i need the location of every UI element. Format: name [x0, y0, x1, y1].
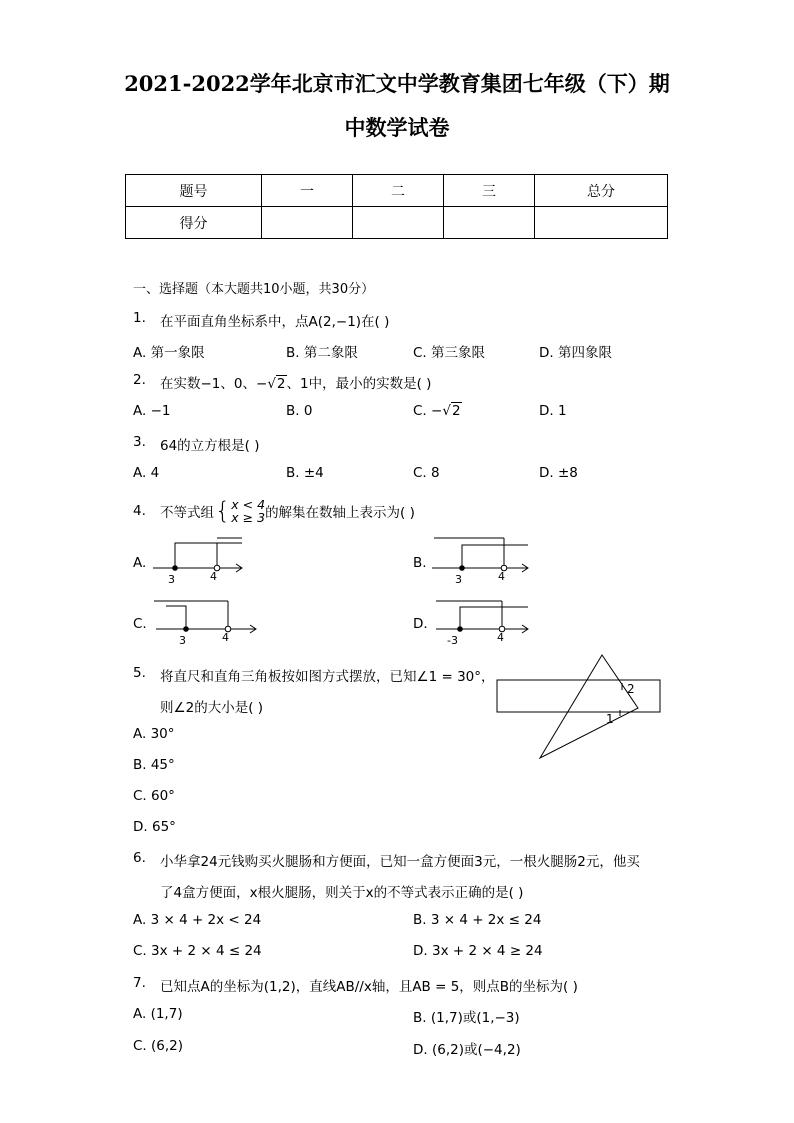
option-d: D. 第四象限	[539, 345, 612, 361]
solid-point	[183, 626, 189, 632]
sqrt-sign: √	[267, 376, 276, 392]
tick-label: 4	[222, 631, 229, 644]
number-line-c	[150, 597, 260, 649]
question-number: 6.	[133, 850, 146, 866]
angle-label-1: 1	[606, 712, 614, 726]
range-bracket	[460, 607, 528, 629]
tick-label: 4	[497, 631, 504, 644]
option-c-label: C.	[133, 616, 147, 632]
question-text-line2: 了4盒方便面，x根火腿肠，则关于x的不等式表示正确的是( )	[160, 885, 524, 901]
page-title: 2021-2022学年北京市汇文中学教育集团七年级（下）期	[124, 71, 670, 96]
question-number: 1.	[133, 310, 146, 326]
brace-symbol: {	[215, 497, 231, 525]
score-header-cell: 三	[444, 175, 535, 207]
option-c: C. (6,2)	[133, 1038, 184, 1054]
range-bracket	[166, 606, 186, 629]
angle-label-2: 2	[627, 682, 635, 696]
question-text: 已知点A的坐标为(1,2)，直线AB//x轴，且AB = 5，则点B的坐标为( )	[160, 979, 578, 995]
option-b: B. 0	[286, 403, 313, 419]
option-a: A. −1	[133, 403, 171, 419]
number-line-a	[150, 535, 250, 587]
score-cell	[535, 207, 668, 239]
tick-label: 4	[498, 570, 505, 583]
score-table	[125, 174, 668, 239]
score-header-cell: 总分	[535, 175, 668, 207]
score-cell	[262, 207, 353, 239]
score-header-cell: 二	[353, 175, 444, 207]
option-c	[413, 403, 462, 419]
tick-label: 3	[179, 634, 186, 647]
tick-label: 3	[455, 573, 462, 586]
number-line-d	[430, 597, 532, 649]
option-d-label: D.	[413, 616, 428, 632]
option-d: D. 3x + 2 × 4 ≥ 24	[413, 943, 543, 959]
tick-label: -3	[447, 634, 458, 647]
score-header-cell: 一	[262, 175, 353, 207]
option-a: A. 30°	[133, 726, 175, 742]
tick-label: 3	[168, 573, 175, 586]
page-title-line2: 中数学试卷	[344, 115, 450, 140]
question-text	[160, 494, 415, 528]
option-d: D. 1	[539, 403, 567, 419]
question-number: 5.	[133, 665, 146, 681]
option-a: A. 第一象限	[133, 345, 205, 361]
question-number: 3.	[133, 434, 146, 450]
question-text: 小华拿24元钱购买火腿肠和方便面，已知一盒方便面3元，一根火腿肠2元，他买	[160, 854, 640, 870]
option-b: B. 45°	[133, 757, 175, 773]
solid-point	[457, 626, 463, 632]
option-d: D. 65°	[133, 819, 176, 835]
question-text-post: 、1中，最小的实数是( )	[286, 376, 432, 392]
score-row-label: 得分	[126, 207, 262, 239]
question-text-post: 的解集在数轴上表示为( )	[265, 505, 415, 521]
sqrt-sign: √	[442, 403, 451, 419]
option-c: C. 8	[413, 465, 440, 481]
option-d: D. ±8	[539, 465, 578, 481]
option-b: B. ±4	[286, 465, 324, 481]
option-d: D. (6,2)或(−4,2)	[413, 1042, 521, 1058]
option-b: B. 第二象限	[286, 345, 358, 361]
question-text-line2: 则∠2的大小是( )	[160, 700, 264, 716]
solid-point	[172, 565, 178, 571]
range-bracket	[462, 545, 504, 568]
option-a: A. (1,7)	[133, 1006, 183, 1022]
tick-label: 4	[210, 570, 217, 583]
option-b-label: B.	[413, 555, 427, 571]
option-c: C. 3x + 2 × 4 ≤ 24	[133, 943, 262, 959]
question-text-pre: 不等式组	[160, 505, 214, 521]
option-c: C. 60°	[133, 788, 175, 804]
range-bracket	[175, 543, 217, 568]
number-line-b	[428, 535, 532, 587]
question-text: 64的立方根是( )	[160, 438, 260, 454]
option-a: A. 3 × 4 + 2x < 24	[133, 912, 262, 928]
score-header-cell: 题号	[126, 175, 262, 207]
question-number: 2.	[133, 372, 146, 388]
option-c-text: C. −	[413, 403, 443, 419]
option-b: B. 3 × 4 + 2x ≤ 24	[413, 912, 542, 928]
question-text: 将直尺和直角三角板按如图方式摆放，已知∠1 = 30°，	[160, 669, 495, 685]
question-text: 在平面直角坐标系中，点A(2,−1)在( )	[160, 314, 390, 330]
question-number: 4.	[133, 503, 146, 519]
ruler-triangle-figure	[492, 652, 664, 762]
score-table-header-row	[126, 175, 668, 207]
option-c: C. 第三象限	[413, 345, 486, 361]
option-a: A. 4	[133, 465, 160, 481]
sqrt-arg: 2	[451, 403, 461, 419]
question-text	[160, 372, 431, 392]
inequality-line-1: x < 4	[231, 497, 266, 512]
sqrt-arg: 2	[276, 376, 286, 392]
ruler-rect	[497, 680, 660, 712]
solid-point	[459, 565, 465, 571]
section-heading: 一、选择题（本大题共10小题，共30分）	[133, 282, 375, 297]
inequality-line-2: x ≥ 3	[231, 510, 266, 525]
score-cell	[444, 207, 535, 239]
option-a-label: A.	[133, 555, 147, 571]
score-table-row	[126, 207, 668, 239]
inequality-system	[231, 498, 265, 524]
triangle	[540, 655, 638, 758]
question-number: 7.	[133, 975, 146, 991]
question-text-pre: 在实数−1、0、−	[160, 376, 268, 392]
score-cell	[353, 207, 444, 239]
option-b: B. (1,7)或(1,−3)	[413, 1010, 520, 1026]
